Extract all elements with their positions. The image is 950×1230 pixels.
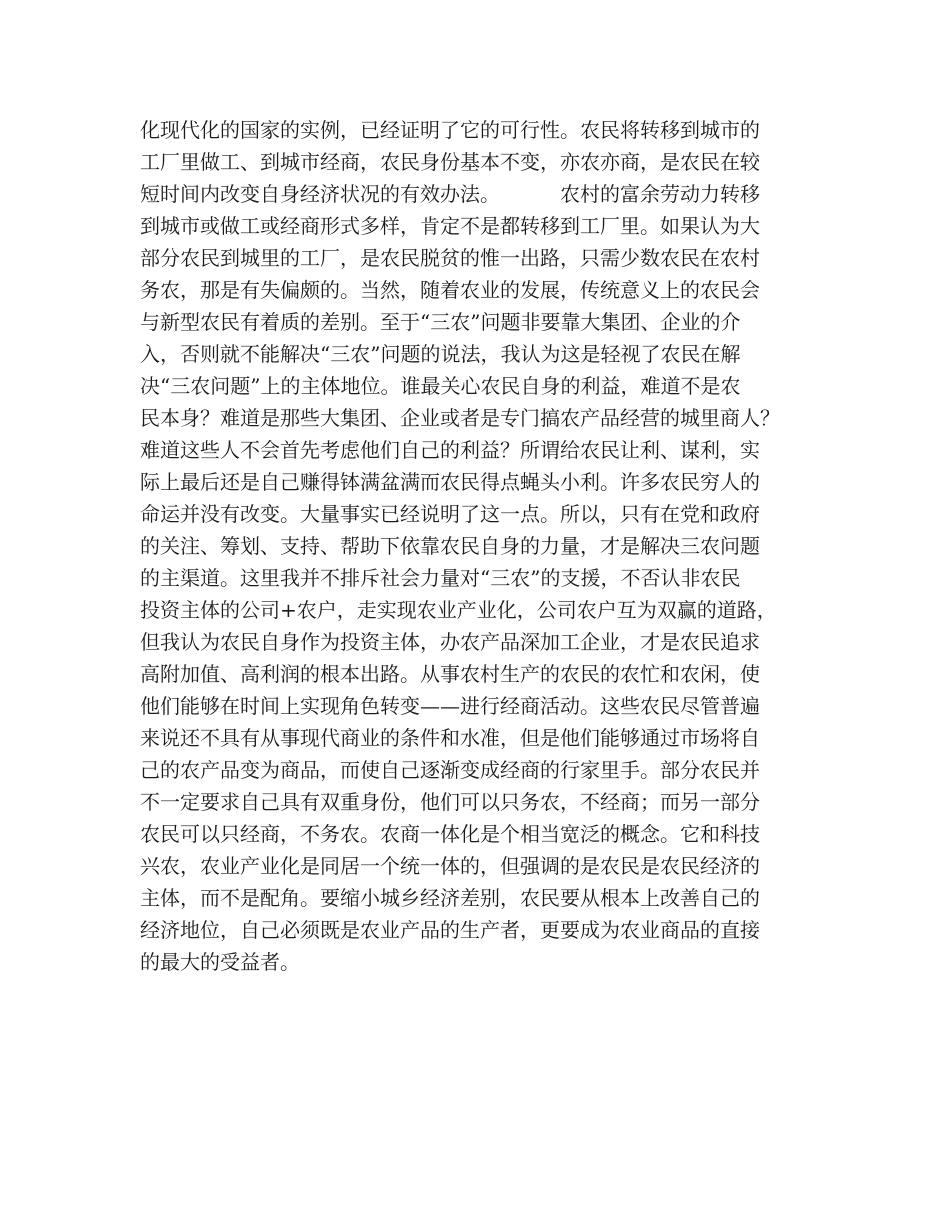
text-line: 的最大的受益者。 [140,950,300,974]
text-line: 主体，而不是配角。要缩小城乡经济差别，农民要从根本上改善自己的 [140,886,760,910]
text-segment: 短时间内改变自身经济状况的有效办法。 [140,182,500,206]
text-line [140,178,820,210]
text-line: 农民可以只经商，不务农。农商一体化是个相当宽泛的概念。它和科技 [140,822,760,846]
text-line: 决“三农问题”上的主体地位。谁最关心农民自身的利益，难道不是农 [140,374,741,398]
text-line: 高附加值、高利润的根本出路。从事农村生产的农民的农忙和农闲，使 [140,662,760,686]
text-line: 命运并没有改变。大量事实已经说明了这一点。所以，只有在党和政府 [140,502,760,526]
text-line: 的关注、筹划、支持、帮助下依靠农民自身的力量，才是解决三农问题 [140,534,760,558]
text-line: 但我认为农民自身作为投资主体，办农产品深加工企业，才是农民追求 [140,630,760,654]
text-line: 民本身？难道是那些大集团、企业或者是专门搞农产品经营的城里商人？ [140,406,780,430]
body-text [140,114,820,978]
text-line: 化现代化的国家的实例，已经证明了它的可行性。农民将转移到城市的 [140,118,760,142]
text-line: 与新型农民有着质的差别。至于“三农”问题非要靠大集团、企业的介 [140,310,741,334]
text-line: 经济地位，自己必须既是农业产品的生产者，更要成为农业商品的直接 [140,918,760,942]
text-line: 入，否则就不能解决“三农”问题的说法，我认为这是轻视了农民在解 [140,342,741,366]
text-line: 难道这些人不会首先考虑他们自己的利益？所谓给农民让利、谋利，实 [140,438,760,462]
text-line: 工厂里做工、到城市经商，农民身份基本不变，亦农亦商，是农民在较 [140,150,760,174]
text-line: 来说还不具有从事现代商业的条件和水准，但是他们能够通过市场将自 [140,726,760,750]
text-line: 的主渠道。这里我并不排斥社会力量对“三农”的支援，不否认非农民 [140,566,741,590]
text-line: 际上最后还是自己赚得钵满盆满而农民得点蝇头小利。许多农民穷人的 [140,470,760,494]
text-segment: 农村的富余劳动力转移 [560,182,760,206]
text-line: 兴农，农业产业化是同居一个统一体的，但强调的是农民是农民经济的 [140,854,760,878]
text-line: 己的农产品变为商品，而使自己逐渐变成经商的行家里手。部分农民并 [140,758,760,782]
text-line: 务农，那是有失偏颇的。当然，随着农业的发展，传统意义上的农民会 [140,278,760,302]
text-line: 不一定要求自己具有双重身份，他们可以只务农，不经商；而另一部分 [140,790,760,814]
text-line: 他们能够在时间上实现角色转变——进行经商活动。这些农民尽管普遍 [140,694,760,718]
text-line: 到城市或做工或经商形式多样，肯定不是都转移到工厂里。如果认为大 [140,214,760,238]
text-line: 投资主体的公司+农户，走实现农业产业化，公司农户互为双赢的道路， [140,598,777,622]
text-line: 部分农民到城里的工厂，是农民脱贫的惟一出路，只需少数农民在农村 [140,246,760,270]
